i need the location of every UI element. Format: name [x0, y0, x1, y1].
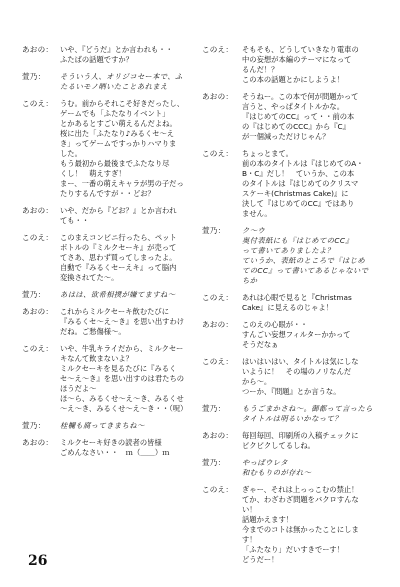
dialogue-line: この本の話題とかにしようよ！ [242, 75, 345, 84]
dialogue-line: B・C』だし！ ていうか、この本 [242, 169, 355, 178]
dialogue-line: はいはいはい、タイトルは気にしな [242, 357, 359, 366]
speaker-name: あおの： [22, 307, 54, 316]
dialogue-line: のタイトルは『はじめてのクリスマ [242, 179, 359, 188]
dialogue-text [242, 485, 384, 565]
dialogue-line: した。 [60, 149, 82, 158]
dialogue-line: 『はじめてのCC』って・・前の本 [242, 112, 355, 121]
speaker-name: このえ： [22, 233, 54, 242]
speaker-name: このえ： [22, 344, 54, 353]
dialogue-line: い！ [242, 505, 257, 514]
dialogue-line: 今までのコトは無かったことにしま [242, 525, 359, 534]
speaker-name: このえ： [202, 149, 234, 158]
dialogue-entry [22, 421, 192, 431]
dialogue-line: ちか [242, 276, 258, 285]
dialogue-line: す！ [242, 535, 257, 544]
dialogue-line: 桜に出た「ふたなり♪みるくセ～え [60, 129, 175, 138]
dialogue-line: 桂欄も腐ってきまちね～ [60, 421, 145, 430]
dialogue-line: ビクビクしてるしね。 [242, 441, 315, 450]
dialogue-line: やっぱウレタ [242, 458, 288, 467]
dialogue-text [242, 357, 384, 397]
dialogue-line: 毎回毎回、印刷所の入稿チェックに [242, 431, 359, 440]
dialogue-line: ほうだよ～ [60, 384, 97, 393]
dialogue-line: 奥付表紙にも『はじめてのCC』 [242, 236, 354, 245]
dialogue-text [60, 344, 192, 414]
dialogue-line: の『はじめてのCCC』から『C』 [242, 122, 350, 131]
dialogue-text [60, 72, 192, 92]
right-column [202, 45, 384, 572]
dialogue-line: セ～え～き』を思い出すのは君たちの [60, 374, 185, 383]
dialogue-line: あはは、欲希相撲が嫌てますね～ [60, 290, 176, 299]
speaker-name: 萱乃： [202, 226, 226, 235]
dialogue-line: ても・・ [60, 216, 90, 225]
dialogue-text [242, 226, 384, 286]
dialogue-line: ちょっとまて。 [242, 149, 293, 158]
speaker-name: あおの： [202, 431, 234, 440]
dialogue-text [242, 92, 384, 142]
dialogue-line: たるいモノ晒いたことあれまえ [60, 82, 168, 91]
dialogue-line: スケーキ(Christmas Cake)』に [242, 189, 349, 198]
dialogue-line: 中の妄想が本編のテーマになって [242, 55, 352, 64]
speaker-name: あおの： [22, 438, 54, 447]
dialogue-entry [22, 344, 192, 414]
dialogue-line: いや、だから『どお？』とか言われ [60, 206, 177, 215]
dialogue-text [242, 293, 384, 313]
dialogue-line: そうねー。この本で何が問題かって [242, 92, 359, 101]
dialogue-line: くし！ 萌えすぎ！ [60, 169, 126, 178]
dialogue-line: このまえコンビニ行ったら、ペット [60, 233, 177, 242]
dialogue-text [242, 458, 384, 478]
dialogue-line: ボトルの『ミルクセーキ』が売って [60, 243, 177, 252]
dialogue-line: あれは心眼で見ると『Christmas [242, 293, 352, 302]
dialogue-line: ～え～き、みるくせ～え～き・・（呪） [60, 404, 188, 413]
speaker-name: あおの： [202, 320, 234, 329]
dialogue-entry [22, 99, 192, 199]
dialogue-line: き」ってゲームですっかりハマりま [60, 139, 177, 148]
dialogue-text [242, 431, 384, 451]
dialogue-line: 変換されてた～。 [60, 273, 119, 282]
dialogue-line: 和むもりのが存れ～ [242, 468, 312, 477]
dialogue-line: てのCC』って書いてあるじゃないで [242, 266, 369, 275]
dialogue-text [60, 307, 192, 337]
dialogue-line: 『みるくセ～え～き』を思い出すわけ [60, 317, 185, 326]
speaker-name: 萱乃： [22, 421, 46, 430]
speaker-name: このえ： [22, 99, 54, 108]
dialogue-line: たりするんですが・・どお？ [60, 189, 155, 198]
dialogue-entry [22, 438, 192, 458]
dialogue-entry [22, 290, 192, 300]
dialogue-text [60, 99, 192, 199]
dialogue-line: ません。 [242, 209, 272, 218]
dialogue-line: てか、わざわざ問題をバクロすんな [242, 495, 359, 504]
dialogue-entry [22, 72, 192, 92]
dialogue-line: そういう人、オリジコセー本で、ふ [60, 72, 183, 81]
dialogue-line: 前の本のタイトルは『はじめてのA・ [242, 159, 364, 168]
dialogue-entry [202, 320, 384, 350]
dialogue-text [242, 45, 384, 85]
speaker-name: あおの： [22, 45, 54, 54]
dialogue-line: 言うと、やっぱタイトルかな。 [242, 102, 345, 111]
dialogue-text [60, 438, 192, 458]
dialogue-entry [202, 92, 384, 142]
page-number: 26 [28, 553, 48, 569]
dialogue-line: うむ。前からそれこそ好きだったし、 [60, 99, 185, 108]
dialogue-line: もう最初から最後までふたなり尽 [60, 159, 170, 168]
dialogue-text [60, 45, 192, 65]
dialogue-entry [202, 458, 384, 478]
dialogue-entry [202, 293, 384, 313]
dialogue-text [60, 233, 192, 283]
dialogue-line: まー、一番の萌えキャラが男の子だっ [60, 179, 184, 188]
dialogue-line: が一個減っただけじゃん？ [242, 132, 330, 141]
speaker-name: 萱乃： [22, 72, 46, 81]
dialogue-line: もうごまかさね～。御都って言ったら [242, 404, 373, 413]
dialogue-entry [202, 226, 384, 286]
speaker-name: あおの： [22, 206, 54, 215]
dialogue-entry [22, 233, 192, 283]
dialogue-line: Cake』に見えるのじゃよ！ [242, 303, 333, 312]
dialogue-text [242, 320, 384, 350]
dialogue-line: だね。ご愁傷様～。 [60, 327, 126, 336]
dialogue-line: てさあ、思わず買ってしまったよ。 [60, 253, 177, 262]
dialogue-line: タイトルは明るいかなって？ [242, 414, 342, 423]
dialogue-line: キなんて飲まないよ？ [60, 354, 133, 363]
dialogue-line: ふたばの話題ですか？ [60, 55, 133, 64]
dialogue-entry [22, 307, 192, 337]
dialogue-line: 自動で『みるくセーえキ』って脳内 [60, 263, 177, 272]
dialogue-line: つーか、『問題』とか言うな。 [242, 387, 341, 396]
dialogue-line: から～。 [242, 377, 272, 386]
dialogue-entry [202, 45, 384, 85]
left-column [22, 45, 192, 465]
dialogue-line: すんごい妄想フィルターかかって [242, 330, 351, 339]
dialogue-text [60, 421, 192, 431]
dialogue-entry [202, 149, 384, 219]
dialogue-line: ごめんなさい・・ ｍ（＿＿）ｍ [60, 448, 170, 457]
dialogue-line: そうだなぁ [242, 340, 279, 349]
dialogue-line: ゲームでも「ふたなりイベント」 [60, 109, 170, 118]
dialogue-line: ぎゃー、それは上っっこむの禁止！ [242, 485, 359, 494]
dialogue-line: どうだー！ [242, 555, 279, 564]
dialogue-entry [202, 485, 384, 565]
dialogue-text [242, 404, 384, 424]
speaker-name: 萱乃： [22, 290, 46, 299]
dialogue-line: ミルクセーキを見るたびに『みるく [60, 364, 177, 373]
dialogue-line: これからミルクセーキ飲むたびに [60, 307, 170, 316]
speaker-name: このえ： [202, 45, 234, 54]
dialogue-text [242, 149, 384, 219]
dialogue-line: いように！ その場のノリなんだ [242, 367, 352, 376]
speaker-name: 萱乃： [202, 404, 226, 413]
speaker-name: このえ： [202, 293, 234, 302]
dialogue-line: ミルクセーキ好きの読者の皆様 [60, 438, 162, 447]
dialogue-entry [22, 206, 192, 226]
dialogue-entry [202, 357, 384, 397]
dialogue-line: そもそも、どうしていきなり電車の [242, 45, 359, 54]
dialogue-entry [202, 404, 384, 424]
dialogue-line: 「ふたなり」だいすきでーす！ [242, 545, 344, 554]
dialogue-line: ク～ウ [242, 226, 266, 235]
dialogue-line: このえの心眼が・・ [242, 320, 308, 329]
dialogue-line: とかあるとすごい萌えるんだよね。 [60, 119, 177, 128]
dialogue-line: って書いてありましたよ？ [242, 246, 335, 255]
dialogue-line: ほ～ら、みるくせ～え～き、みるくせ [60, 394, 184, 403]
speaker-name: このえ： [202, 485, 234, 494]
dialogue-line: いや、『どうだ』とか言われも・・ [60, 45, 173, 54]
speaker-name: このえ： [202, 357, 234, 366]
dialogue-line: 決して『はじめてのCC』ではあり [242, 199, 355, 208]
dialogue-line: ていうか、表紙のところで『はじめ [242, 256, 366, 265]
dialogue-line: 話題かえます！ [242, 515, 294, 524]
dialogue-text [60, 290, 192, 300]
dialogue-text [60, 206, 192, 226]
dialogue-entry [202, 431, 384, 451]
speaker-name: あおの： [202, 92, 234, 101]
dialogue-entry [22, 45, 192, 65]
dialogue-line: いや、牛乳キライだから、ミルクセー [60, 344, 184, 353]
dialogue-line: るんだ！？ [242, 65, 279, 74]
speaker-name: 萱乃： [202, 458, 226, 467]
